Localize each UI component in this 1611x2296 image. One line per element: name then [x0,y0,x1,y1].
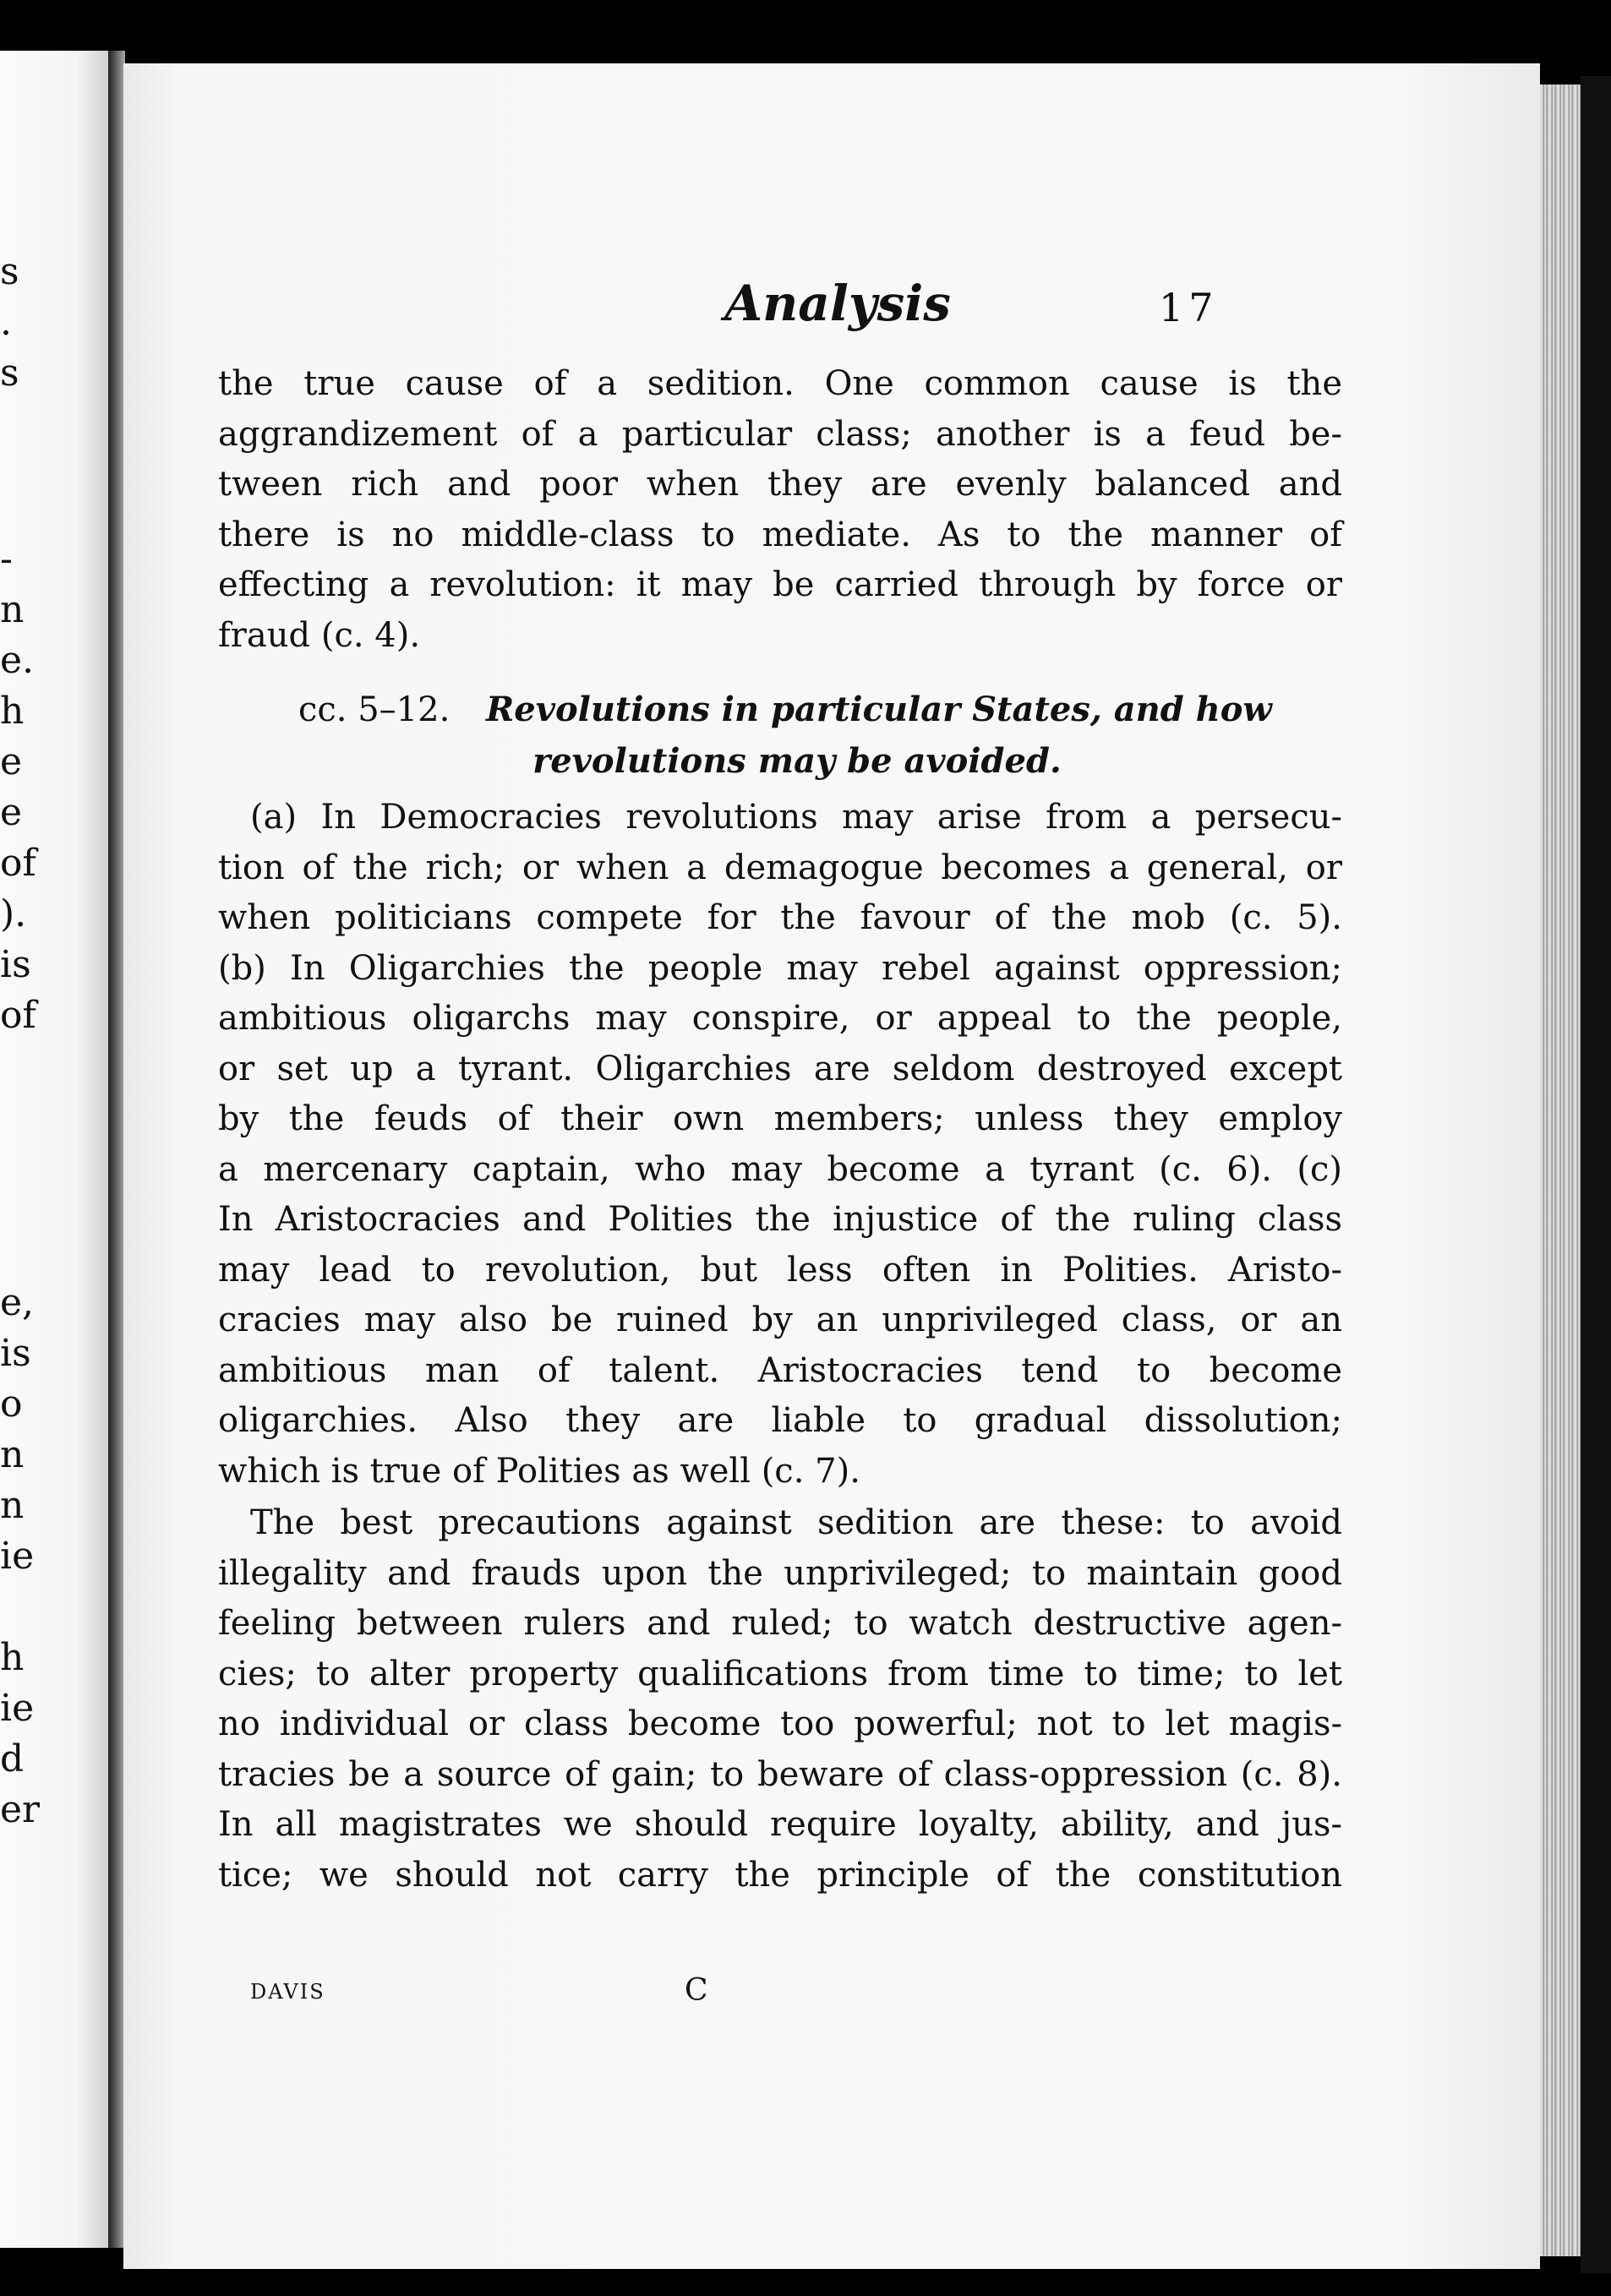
signature-mark: DAVIS [250,1980,325,2004]
section-number: cc. 5–12. [298,690,451,729]
running-head [123,275,1540,342]
book-page [123,63,1540,2269]
previous-page-fragment: ie [0,1687,35,1730]
previous-page-fragment: e [0,740,23,783]
previous-page-fragment: of [0,842,36,885]
text-line: a mercenary captain, who may become a tyrant (c. 6). (c) [218,1149,1342,1189]
previous-page-fragment: h [0,1636,25,1679]
text-line: (a) In Democracies revolutions may arise from a persecu- [250,798,1342,837]
text-line: may lead to revolution, but less often in Polities. Aristo- [218,1250,1342,1290]
previous-page-fragment: is [0,943,31,986]
signature-letter: C [685,1973,708,2008]
text-line: when politicians compete for the favour of the mob (c. 5). [218,898,1342,937]
text-line: In all magistrates we should require loyalty, ability, and jus- [218,1805,1342,1844]
page-number: 17 [1159,285,1219,330]
previous-page-fragment: er [0,1788,41,1831]
previous-page-fragment: e, [0,1281,35,1324]
previous-page-fragment: e. [0,639,35,682]
text-line: by the feuds of their own members; unless they employ [218,1099,1342,1138]
text-line: there is no middle-class to mediate. As to the manner of [218,515,1342,554]
text-line: tween rich and poor when they are evenly balanced and [218,465,1342,504]
previous-page-fragment: d [0,1737,25,1781]
previous-page-fragment: e [0,791,23,834]
previous-page-fragment: - [0,537,13,581]
text-line: ambitious oligarchs may conspire, or appeal to the people, [218,999,1342,1038]
text-line: tice; we should not carry the principle of the constitution [218,1855,1342,1895]
text-line: ambitious man of talent. Aristocracies tend to become [218,1350,1342,1390]
body-text [218,359,1342,1901]
paragraph-3 [218,1498,1342,1901]
text-line: illegality and frauds upon the unprivileged; to maintain good [218,1553,1342,1593]
previous-page-fragment: n [0,1484,25,1527]
section-heading [218,684,1342,786]
section-heading-line [218,684,1342,736]
text-line: feeling between rulers and ruled; to watch destructive agen- [218,1604,1342,1643]
text-line: no individual or class become too powerful; not to let magis- [218,1704,1342,1743]
previous-page-fragment: . [0,301,12,344]
previous-page-fragment: ). [0,892,27,935]
previous-page-fragment: h [0,690,25,733]
book-gutter [108,51,125,2248]
text-line: tion of the rich; or when a demagogue becomes a general, or [218,848,1342,887]
previous-page-fragment: ie [0,1535,35,1578]
previous-page-fragment: is [0,1332,31,1375]
section-title-line1: Revolutions in particular States, and how [486,690,1272,729]
text-line: (b) In Oligarchies the people may rebel against oppression; [218,948,1342,988]
previous-page-edge [0,51,110,2248]
text-line: which is true of Polities as well (c. 7). [218,1451,860,1491]
previous-page-fragment: s [0,250,19,293]
text-line: aggrandizement of a particular class; another is a feud be- [218,414,1342,454]
text-line: effecting a revolution: it may be carried through by force or [218,565,1342,604]
previous-page-fragments [0,51,110,2248]
text-line: cracies may also be ruined by an unprivileged class, or an [218,1301,1342,1339]
previous-page-fragment: o [0,1383,23,1426]
previous-page-fragment: n [0,1433,25,1476]
section-title-line2: revolutions may be avoided. [532,740,1062,781]
previous-page-fragment: n [0,588,25,631]
paragraph-1 [218,359,1342,661]
text-line: tracies be a source of gain; to beware of class-oppression (c. 8). [218,1754,1342,1794]
text-line: cies; to alter property qualifications from time to time; to let [218,1654,1342,1693]
text-line: the true cause of a sedition. One common cause is the [218,364,1342,403]
text-line: In Aristocracies and Polities the injustice of the ruling class [218,1200,1342,1239]
page-footer [123,1973,1540,2031]
text-line: or set up a tyrant. Oligarchies are seldom destroyed except [218,1049,1342,1088]
paragraph-2 [218,793,1342,1497]
edge-shadow [1581,76,1611,2273]
running-head-title: Analysis [724,275,951,332]
text-line: The best precautions against sedition are these: to avoid [250,1503,1342,1542]
text-line: oligarchies. Also they are liable to gradual dissolution; [218,1401,1342,1440]
previous-page-fragment: of [0,994,36,1037]
previous-page-fragment: s [0,352,19,395]
text-line: fraud (c. 4). [218,615,421,655]
